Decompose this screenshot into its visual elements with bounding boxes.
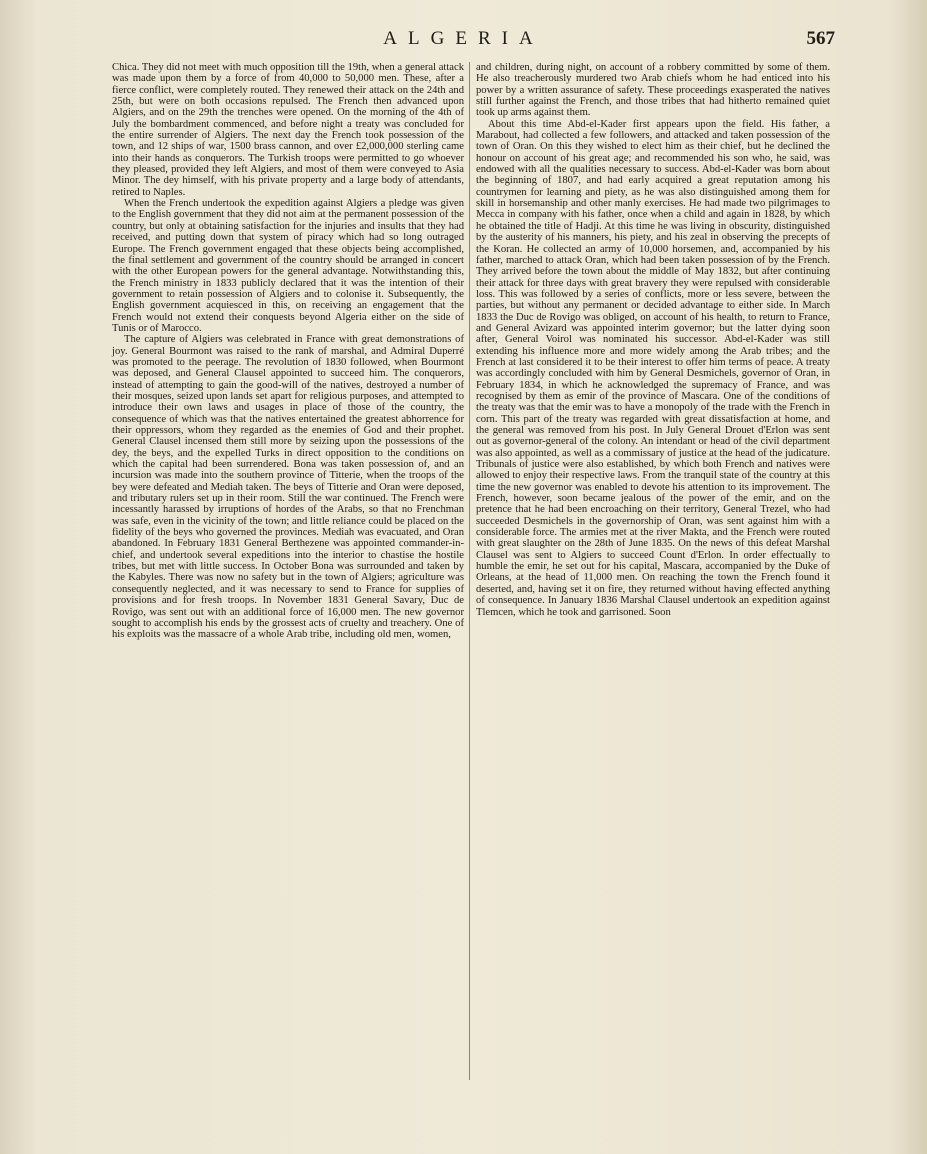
page-title: ALGERIA: [383, 28, 544, 49]
paragraph: and children, during night, on account of a robbery committed by some of them. He also treacherously murdered two Arab chiefs whom he had enticed into his power by a written assurance of safety. These proceedings exasperated the natives still further against the French, and those tribes that had hitherto remained quiet took up arms against them.: [476, 62, 830, 119]
page-number: 567: [806, 28, 835, 49]
right-column: [476, 62, 830, 618]
paragraph: The capture of Algiers was celebrated in France with great demonstrations of joy. General Bourmont was raised to the rank of marshal, and Admiral Duperré was promoted to the peerage. The revolution of 1830 followed, when Bourmont was deposed, and General Clausel appointed to succeed him. The conquerors, instead of attempting to gain the good-will of the natives, destroyed a number of their mosques, seized upon lands set apart for religious purposes, and attempted to introduce their own laws and usages in place of those of the country, the consequence of which was that the natives entertained the greatest abhorrence for their oppressors, whom they regarded as the enemies of God and their prophet. General Clausel incensed them still more by seizing upon the possessions of the dey, the beys, and the expelled Turks in direct opposition to the conditions on which the capital had been surrendered. Bona was taken possession of, and an incursion was made into the southern province of Titterie, when the troops of the bey were defeated and Mediah taken. The beys of Titterie and Oran were deposed, and tributary rulers set up in their room. Still the war continued. The French were incessantly harassed by irruptions of hordes of the Arabs, so that no Frenchman was safe, even in the vicinity of the town; and little reliance could be placed on the fidelity of the beys who governed the provinces. Mediah was evacuated, and Oran abandoned. In February 1831 General Berthezene was appointed commander-in-chief, and undertook several expeditions into the interior to chastise the hostile tribes, but met with little success. In October Bona was surrounded and taken by the Kabyles. There was now no safety but in the town of Algiers; agriculture was consequently neglected, and it was necessary to send to France for supplies of provisions and for fresh troops. In November 1831 General Savary, Duc de Rovigo, was sent out with an additional force of 16,000 men. The new governor sought to accomplish his ends by the grossest acts of cruelty and treachery. One of his exploits was the massacre of a whole Arab tribe, including old men, women,: [112, 334, 464, 641]
paragraph: Chica. They did not meet with much opposition till the 19th, when a general attack was made upon them by a force of from 40,000 to 50,000 men. These, after a fierce conflict, were completely routed. They renewed their attack on the 24th and 25th, but were on both occasions repulsed. The French then advanced upon Algiers, and on the 29th the trenches were opened. On the morning of the 4th of July the bombardment commenced, and before night a treaty was concluded for the entire surrender of Algiers. The next day the French took possession of the town, and 12 ships of war, 1500 brass cannon, and over £2,000,000 sterling came into their hands as conquerors. The Turkish troops were permitted to go whoever they pleased, provided they left Algiers, and most of them were conveyed to Asia Minor. The dey himself, with his private property and a large body of attendants, retired to Naples.: [112, 62, 464, 198]
left-column: [112, 62, 464, 641]
column-divider: [469, 62, 470, 1080]
paragraph: When the French undertook the expedition against Algiers a pledge was given to the English government that they did not aim at the permanent possession of the country, but only at obtaining satisfaction for the injuries and insults that they had received, and putting down that system of piracy which had so long outraged Europe. The French government engaged that these objects being accomplished, the final settlement and government of the country should be arranged in concert with the other European powers for the general advantage. Notwithstanding this, the French ministry in 1833 publicly declared that it was the intention of their government to retain possession of Algiers and to colonise it. Subsequently, the English government acquiesced in this, on receiving an engagement that the French would not extend their conquests beyond Algeria either on the side of Tunis or of Marocco.: [112, 198, 464, 334]
running-header: [0, 28, 927, 58]
paragraph: About this time Abd-el-Kader first appears upon the field. His father, a Marabout, had collected a few followers, and attacked and taken possession of the town of Oran. On this they wished to elect him as their chief, but he declined the honour on account of his great age; and recommended his son who, he said, was endowed with all the qualities necessary to success. Abd-el-Kader was born about the beginning of 1807, and had early acquired a great reputation among his countrymen for learning and piety, as he was also distinguished among them for skill in horsemanship and other manly exercises. He had made two pilgrimages to Mecca in company with his father, once when a child and again in 1828, by which he obtained the title of Hadji. At this time he was living in obscurity, distinguished by the austerity of his manners, his piety, and his zeal in observing the precepts of the Koran. He collected an army of 10,000 horsemen, and, accompanied by his father, marched to attack Oran, which had been taken possession of by the French. They arrived before the town about the middle of May 1832, but after continuing their attack for three days with great bravery they were repulsed with considerable loss. This was followed by a series of conflicts, more or less severe, between the parties, but without any permanent or decided advantage to either side. In March 1833 the Duc de Rovigo was obliged, on account of his health, to return to France, and General Avizard was appointed interim governor; but the latter dying soon after, General Voirol was nominated his successor. Abd-el-Kader was still extending his influence more and more widely among the Arab tribes; and the French at last considered it to be their interest to offer him terms of peace. A treaty was accordingly concluded with him by General Desmichels, governor of Oran, in February 1834, in which he acknowledged the supremacy of France, and was recognised by them as emir of the province of Mascara. One of the conditions of the treaty was that the emir was to have a monopoly of the trade with the French in corn. This part of the treaty was regarded with great dissatisfaction at home, and the general was removed from his post. In July General Drouet d'Erlon was sent out as governor-general of the colony. An intendant or head of the civil department was also appointed, as well as a commissary of justice at the head of the judicature. Tribunals of justice were also established, by which both French and natives were allowed to enjoy their respective laws. From the tranquil state of the country at this time the new governor was enabled to devote his attention to its improvement. The French, however, soon became jealous of the power of the emir, and on the pretence that he had been encroaching on their territory, General Trezel, who had succeeded Desmichels in the governorship of Oran, was sent against him with a considerable force. The armies met at the river Makta, and the French were routed with great slaughter on the 28th of June 1835. On the news of this defeat Marshal Clausel was sent to Algiers to succeed Count d'Erlon. In order effectually to humble the emir, he set out for his capital, Mascara, accompanied by the Duke of Orleans, at the head of 11,000 men. On reaching the town the French found it deserted, and, having set it on fire, they returned without having effected anything of consequence. In January 1836 Marshal Clausel undertook an expedition against Tlemcen, which he took and garrisoned. Soon: [476, 118, 830, 618]
